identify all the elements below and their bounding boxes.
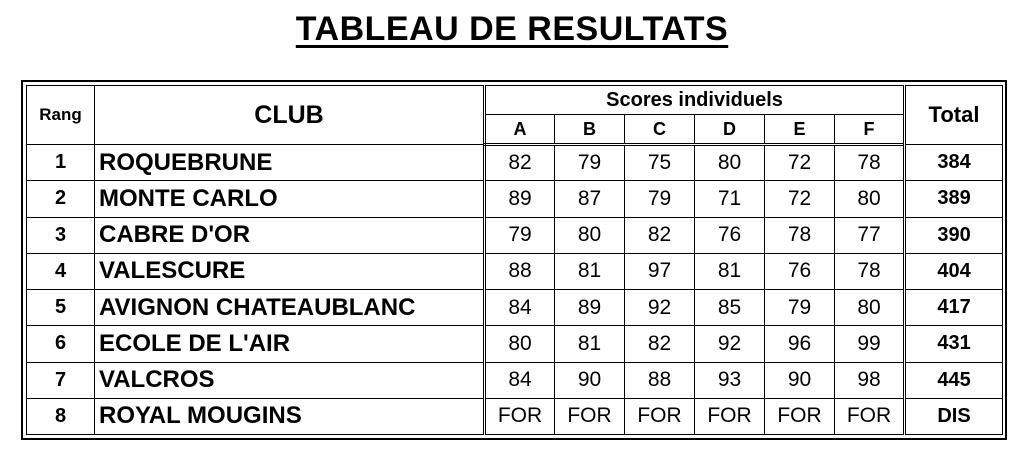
table-row — [27, 181, 1003, 217]
score-cell: 82 — [485, 145, 555, 181]
total-cell: 389 — [905, 181, 1003, 217]
rank-cell: 4 — [27, 253, 95, 289]
total-cell: DIS — [905, 398, 1003, 434]
score-cell: 88 — [485, 253, 555, 289]
rank-cell: 5 — [27, 290, 95, 326]
score-cell: 80 — [485, 326, 555, 362]
score-cell: 85 — [695, 290, 765, 326]
club-name-cell: VALESCURE — [95, 253, 485, 289]
total-cell: 431 — [905, 326, 1003, 362]
header-letter-a: A — [485, 115, 555, 145]
score-cell: 96 — [765, 326, 835, 362]
total-cell: 390 — [905, 217, 1003, 253]
header-total: Total — [905, 86, 1003, 145]
rank-cell: 1 — [27, 145, 95, 181]
table-row — [27, 326, 1003, 362]
score-cell: 80 — [835, 181, 905, 217]
score-cell: 75 — [625, 145, 695, 181]
club-name-cell: ECOLE DE L'AIR — [95, 326, 485, 362]
score-cell: 81 — [695, 253, 765, 289]
score-cell: 92 — [695, 326, 765, 362]
club-name-cell: MONTE CARLO — [95, 181, 485, 217]
page-title — [0, 10, 1024, 49]
header-letter-c: C — [625, 115, 695, 145]
score-cell: 79 — [485, 217, 555, 253]
total-cell: 417 — [905, 290, 1003, 326]
rank-cell: 3 — [27, 217, 95, 253]
score-cell: 92 — [625, 290, 695, 326]
score-cell: 84 — [485, 290, 555, 326]
score-cell: 71 — [695, 181, 765, 217]
score-cell: 80 — [835, 290, 905, 326]
score-cell: 90 — [555, 362, 625, 398]
score-cell: FOR — [485, 398, 555, 434]
score-cell: 82 — [625, 217, 695, 253]
total-cell: 384 — [905, 145, 1003, 181]
total-cell: 445 — [905, 362, 1003, 398]
results-body — [27, 145, 1003, 435]
score-cell: 76 — [695, 217, 765, 253]
score-cell: 88 — [625, 362, 695, 398]
score-cell: 89 — [555, 290, 625, 326]
club-name-cell: ROYAL MOUGINS — [95, 398, 485, 434]
header-scores: Scores individuels — [485, 86, 905, 115]
table-row — [27, 362, 1003, 398]
results-table — [26, 85, 1003, 435]
score-cell: FOR — [835, 398, 905, 434]
score-cell: 78 — [765, 217, 835, 253]
rank-cell: 2 — [27, 181, 95, 217]
header-rang: Rang — [27, 86, 95, 145]
club-name-cell: AVIGNON CHATEAUBLANC — [95, 290, 485, 326]
rank-cell: 6 — [27, 326, 95, 362]
table-row — [27, 290, 1003, 326]
score-cell: 78 — [835, 253, 905, 289]
score-cell: FOR — [555, 398, 625, 434]
score-cell: 99 — [835, 326, 905, 362]
score-cell: 84 — [485, 362, 555, 398]
score-cell: 97 — [625, 253, 695, 289]
club-name-cell: VALCROS — [95, 362, 485, 398]
score-cell: 89 — [485, 181, 555, 217]
score-cell: 80 — [695, 145, 765, 181]
score-cell: 79 — [625, 181, 695, 217]
score-cell: 78 — [835, 145, 905, 181]
score-cell: FOR — [765, 398, 835, 434]
table-row — [27, 398, 1003, 434]
score-cell: 81 — [555, 326, 625, 362]
score-cell: FOR — [695, 398, 765, 434]
score-cell: 77 — [835, 217, 905, 253]
header-letter-b: B — [555, 115, 625, 145]
score-cell: 82 — [625, 326, 695, 362]
score-cell: 81 — [555, 253, 625, 289]
score-cell: FOR — [625, 398, 695, 434]
header-row-top — [27, 86, 1003, 115]
club-name-cell: CABRE D'OR — [95, 217, 485, 253]
rank-cell: 7 — [27, 362, 95, 398]
header-letter-f: F — [835, 115, 905, 145]
score-cell: 76 — [765, 253, 835, 289]
score-cell: 79 — [765, 290, 835, 326]
table-row — [27, 253, 1003, 289]
score-cell: 93 — [695, 362, 765, 398]
score-cell: 90 — [765, 362, 835, 398]
rank-cell: 8 — [27, 398, 95, 434]
score-cell: 80 — [555, 217, 625, 253]
table-row — [27, 145, 1003, 181]
score-cell: 72 — [765, 181, 835, 217]
total-cell: 404 — [905, 253, 1003, 289]
page-title-text: TABLEAU DE RESULTATS — [295, 10, 729, 48]
score-cell: 72 — [765, 145, 835, 181]
results-table-frame — [21, 80, 1007, 440]
score-cell: 98 — [835, 362, 905, 398]
club-name-cell: ROQUEBRUNE — [95, 145, 485, 181]
header-club: CLUB — [95, 86, 485, 145]
score-cell: 79 — [555, 145, 625, 181]
header-letter-e: E — [765, 115, 835, 145]
table-row — [27, 217, 1003, 253]
score-cell: 87 — [555, 181, 625, 217]
header-letter-d: D — [695, 115, 765, 145]
